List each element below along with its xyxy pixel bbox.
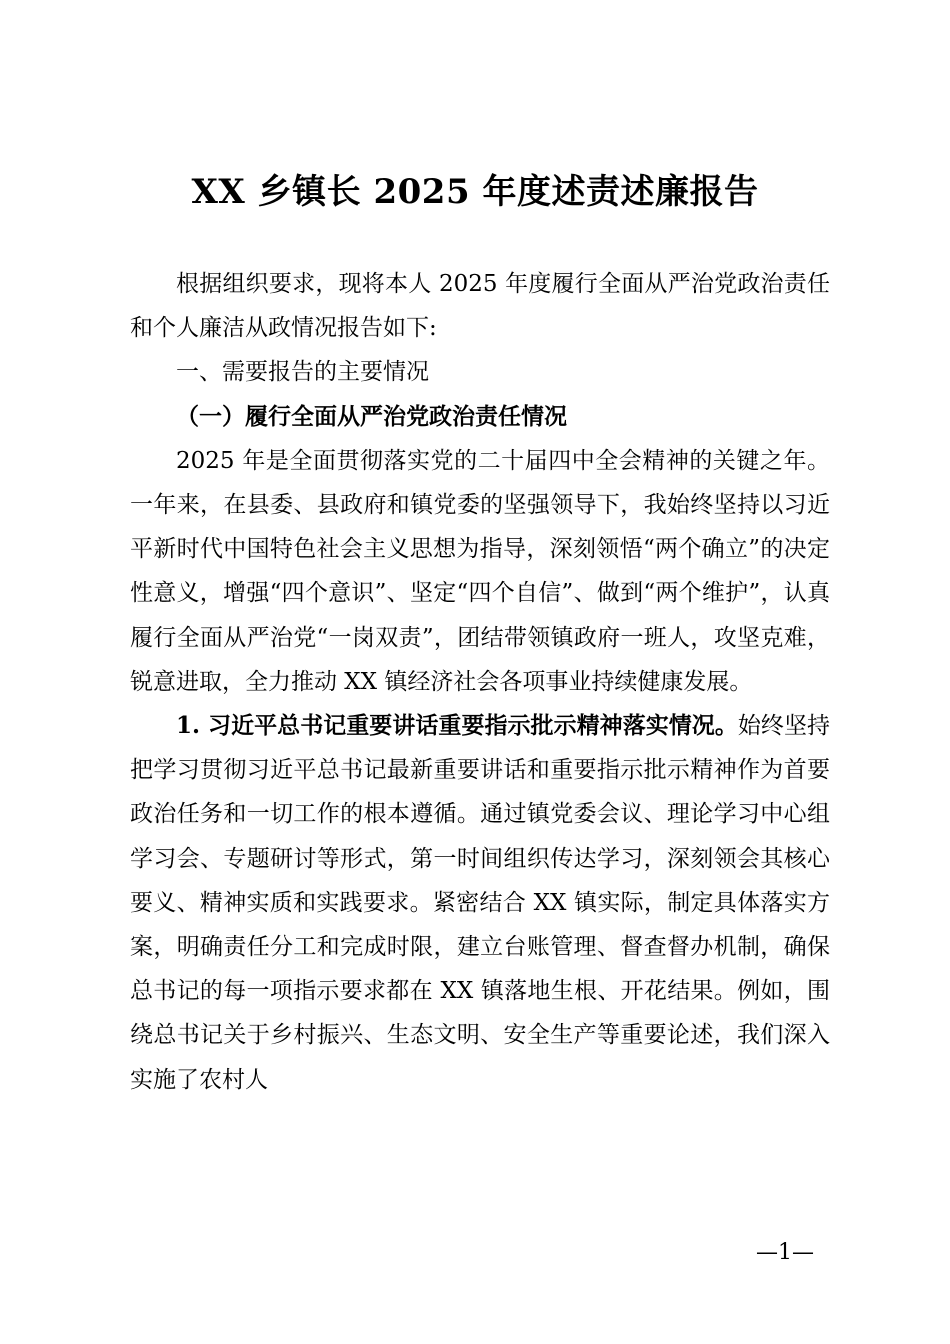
item-1-body: 始终坚持把学习贯彻习近平总书记最新重要讲话和重要指示批示精神作为首要政治任务和一切工作的根本遵循。通过镇党委会议、理论学习中心组学习会、专题研讨等形式，第一时间组织传达学习，深刻领会其核心要义、精神实质和实践要求。紧密结合 XX 镇实际，制定具体落实方案，明确责任分工和完成时限，建立台账管理、督查督办机制，确保总书记的每一项指示要求都在 XX 镇落地生根、开花结果。例如，围绕总书记关于乡村振兴、生态文明、安全生产等重要论述，我们深入实施了农村人 <box>130 713 830 1093</box>
paragraph-item-1 <box>130 704 830 1102</box>
document-body <box>130 262 830 1102</box>
intro-paragraph: 根据组织要求，现将本人 2025 年度履行全面从严治党政治责任和个人廉洁从政情况报告如下: <box>130 271 830 342</box>
paragraph-overview: 2025 年是全面贯彻落实党的二十届四中全会精神的关键之年。一年来，在县委、县政府和镇党委的坚强领导下，我始终坚持以习近平新时代中国特色社会主义思想为指导，深刻领悟“两个确立”的决定性意义，增强“四个意识”、坚定“四个自信”、做到“两个维护”，认真履行全面从严治党“一岗双责”，团结带领镇政府一班人，攻坚克难，锐意进取，全力推动 XX 镇经济社会各项事业持续健康发展。 <box>130 447 830 695</box>
section-heading-1: 一、需要报告的主要情况 <box>176 359 429 386</box>
subsection-heading-1: （一）履行全面从严治党政治责任情况 <box>176 402 567 430</box>
document-title: XX 乡镇长 2025 年度述责述廉报告 <box>191 172 759 212</box>
page-number: —1— <box>756 1240 814 1265</box>
item-1-lead: 1. 习近平总书记重要讲话重要指示批示精神落实情况。 <box>176 712 738 740</box>
